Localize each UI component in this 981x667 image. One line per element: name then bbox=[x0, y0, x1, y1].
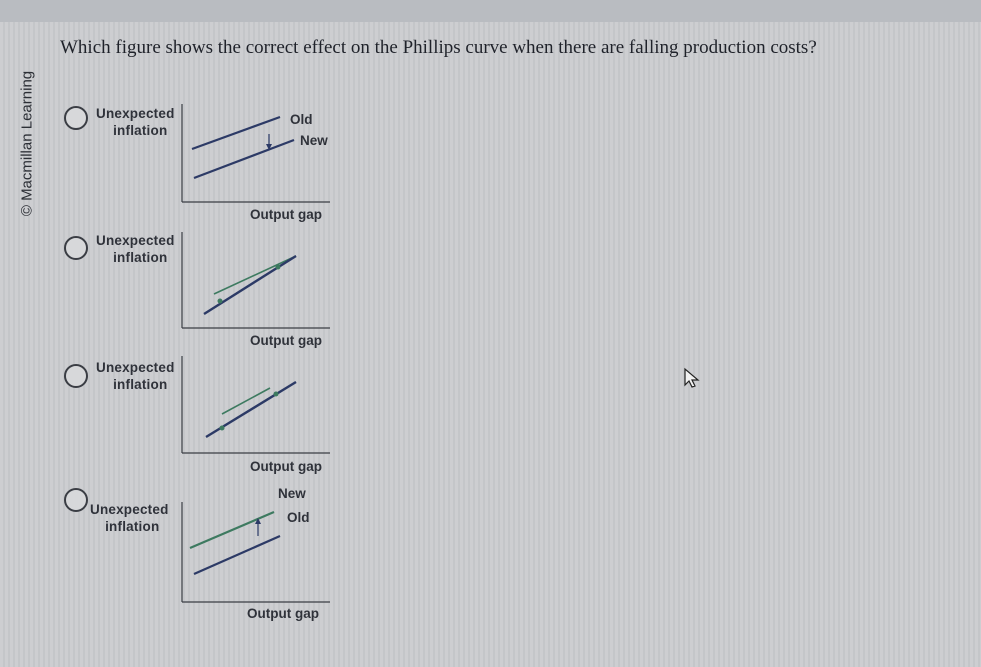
radio-button-option-3[interactable] bbox=[64, 364, 88, 388]
y-axis-label-line2: inflation bbox=[113, 250, 168, 265]
new-curve bbox=[190, 512, 274, 548]
curve-point bbox=[274, 392, 279, 397]
answer-option-3[interactable] bbox=[0, 354, 400, 474]
answer-option-4[interactable] bbox=[0, 484, 400, 621]
curve-point bbox=[218, 299, 223, 304]
old-curve bbox=[204, 256, 296, 314]
radio-button-option-1[interactable] bbox=[64, 106, 88, 130]
y-axis-label-line1: Unexpected bbox=[96, 233, 175, 248]
phillips-curve-graph-3 bbox=[170, 354, 340, 464]
top-band bbox=[0, 0, 981, 22]
y-axis-label-line1: Unexpected bbox=[96, 106, 175, 121]
radio-button-option-4[interactable] bbox=[64, 488, 88, 512]
y-axis-label bbox=[96, 359, 175, 393]
curve-label-new: New bbox=[278, 486, 306, 501]
curve-label-old: Old bbox=[290, 112, 313, 127]
watermark: © Macmillan Learning bbox=[18, 70, 36, 217]
curve-label-old: Old bbox=[287, 510, 310, 525]
y-axis-label-line1: Unexpected bbox=[90, 502, 169, 517]
curve-label-new: New bbox=[300, 133, 328, 148]
y-axis-label-line2: inflation bbox=[113, 123, 168, 138]
x-axis-label: Output gap bbox=[247, 606, 319, 621]
phillips-curve-graph-1 bbox=[170, 96, 340, 211]
y-axis-label-line2: inflation bbox=[105, 519, 160, 534]
phillips-curve-graph-4 bbox=[170, 484, 340, 604]
curve-point bbox=[276, 265, 281, 270]
phillips-curve-graph-2 bbox=[170, 226, 340, 336]
y-axis-label-line2: inflation bbox=[113, 377, 168, 392]
question-text: Which figure shows the correct effect on the Phillips curve when there are falling production costs? bbox=[60, 37, 817, 58]
x-axis-label: Output gap bbox=[250, 333, 322, 348]
mouse-pointer-icon bbox=[683, 367, 705, 389]
x-axis-label: Output gap bbox=[250, 207, 322, 222]
y-axis-label bbox=[96, 232, 175, 266]
old-curve bbox=[206, 382, 296, 437]
curve-point bbox=[220, 426, 225, 431]
y-axis-label-line1: Unexpected bbox=[96, 360, 175, 375]
y-axis-label bbox=[96, 105, 175, 139]
y-axis-label bbox=[90, 501, 169, 535]
new-curve bbox=[194, 140, 294, 178]
answer-option-1[interactable] bbox=[0, 96, 400, 222]
new-curve bbox=[214, 256, 296, 294]
radio-button-option-2[interactable] bbox=[64, 236, 88, 260]
answer-option-2[interactable] bbox=[0, 226, 400, 346]
x-axis-label: Output gap bbox=[250, 459, 322, 474]
